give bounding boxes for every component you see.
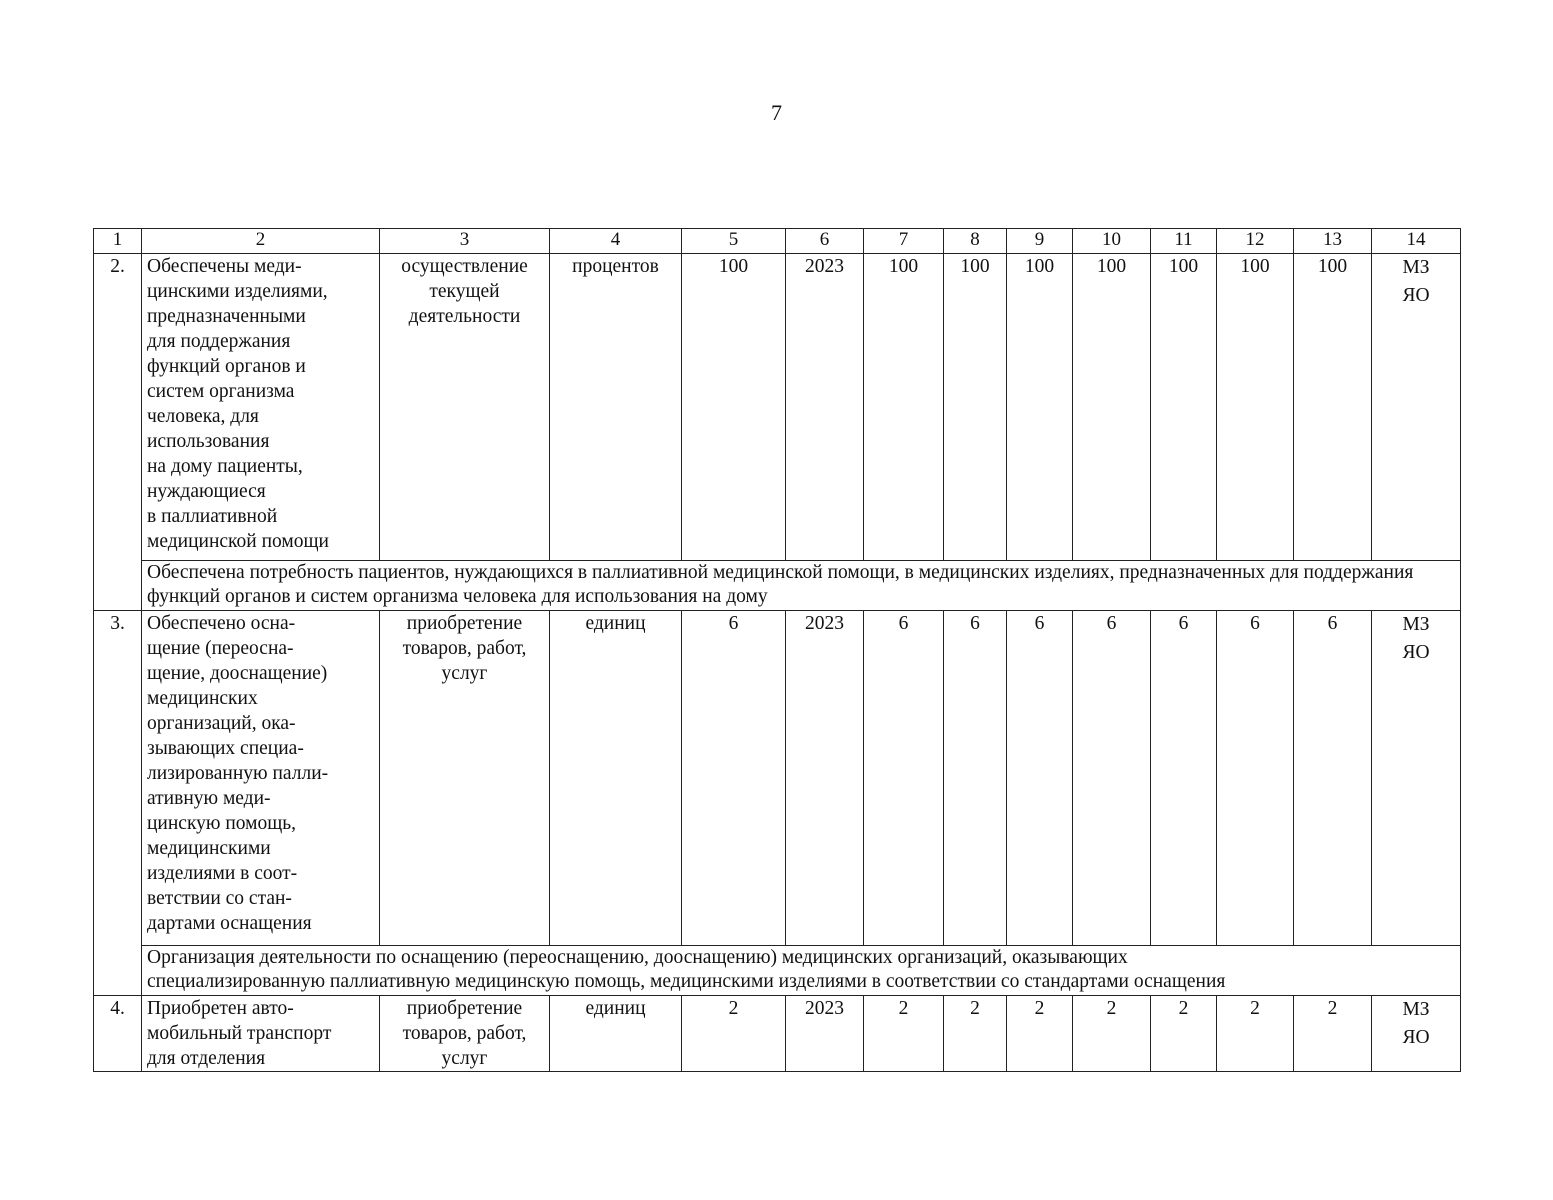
table-row: [94, 254, 1461, 561]
year-value: 2: [1151, 996, 1217, 1072]
result-name: Обеспечены меди- цинскими изделиями, предназначенными для поддержания функций органов и систем организма человека, для использования на дому пациенты, нуждающиеся в паллиативной медицинской помощи: [142, 254, 380, 561]
base-year: 2023: [786, 996, 864, 1072]
table-note-row: [94, 561, 1461, 611]
base-value: 100: [682, 254, 786, 561]
table-header-row: [94, 229, 1461, 254]
header-cell: 3: [380, 229, 550, 254]
header-cell: 11: [1151, 229, 1217, 254]
header-cell: 1: [94, 229, 142, 254]
year-value: 100: [864, 254, 944, 561]
year-value: 6: [944, 611, 1007, 946]
table-row: [94, 996, 1461, 1072]
year-value: 2: [944, 996, 1007, 1072]
unit-of-measure: единиц: [550, 611, 682, 946]
year-value: 6: [1294, 611, 1372, 946]
header-cell: 14: [1372, 229, 1461, 254]
responsible-executor: МЗ ЯО: [1372, 996, 1461, 1072]
result-name: Приобретен авто- мобильный транспорт для отделения: [142, 996, 380, 1072]
header-cell: 4: [550, 229, 682, 254]
row-number: 3.: [94, 611, 142, 996]
header-cell: 10: [1073, 229, 1151, 254]
header-cell: 8: [944, 229, 1007, 254]
year-value: 6: [1217, 611, 1294, 946]
unit-of-measure: единиц: [550, 996, 682, 1072]
result-type: приобретение товаров, работ, услуг: [380, 996, 550, 1072]
result-description: Организация деятельности по оснащению (переоснащению, дооснащению) медицинских организаций, оказывающих специализированную паллиативную медицинскую помощь, медицинскими изделиями в соответствии со стандартами оснащения: [142, 946, 1461, 996]
result-type: осуществление текущей деятельности: [380, 254, 550, 561]
result-name: Обеспечено осна- щение (переосна- щение, дооснащение) медицинских организаций, ока- зывающих специа- лизированную палли- ативную меди- цинскую помощь, медицинскими изделиями в соот- ветствии со стан- дартами оснащения: [142, 611, 380, 946]
year-value: 100: [1007, 254, 1073, 561]
year-value: 2: [864, 996, 944, 1072]
year-value: 100: [1217, 254, 1294, 561]
header-cell: 7: [864, 229, 944, 254]
header-cell: 12: [1217, 229, 1294, 254]
header-cell: 9: [1007, 229, 1073, 254]
header-cell: 5: [682, 229, 786, 254]
year-value: 100: [1073, 254, 1151, 561]
year-value: 2: [1217, 996, 1294, 1072]
base-year: 2023: [786, 254, 864, 561]
year-value: 2: [1073, 996, 1151, 1072]
base-value: 6: [682, 611, 786, 946]
year-value: 6: [864, 611, 944, 946]
unit-of-measure: процентов: [550, 254, 682, 561]
year-value: 2: [1294, 996, 1372, 1072]
responsible-executor: МЗ ЯО: [1372, 611, 1461, 946]
year-value: 6: [1007, 611, 1073, 946]
result-description: Обеспечена потребность пациентов, нуждающихся в паллиативной медицинской помощи, в медицинских изделиях, предназначенных для поддержания функций органов и систем организма человека для использования на дому: [142, 561, 1461, 611]
indicators-table: [93, 228, 1461, 1072]
year-value: 6: [1073, 611, 1151, 946]
table-row: [94, 611, 1461, 946]
year-value: 2: [1007, 996, 1073, 1072]
row-number: 4.: [94, 996, 142, 1072]
year-value: 100: [944, 254, 1007, 561]
header-cell: 2: [142, 229, 380, 254]
table-note-row: [94, 946, 1461, 996]
base-value: 2: [682, 996, 786, 1072]
page-number: 7: [771, 100, 782, 125]
header-cell: 6: [786, 229, 864, 254]
responsible-executor: МЗ ЯО: [1372, 254, 1461, 561]
year-value: 100: [1294, 254, 1372, 561]
row-number: 2.: [94, 254, 142, 611]
year-value: 6: [1151, 611, 1217, 946]
base-year: 2023: [786, 611, 864, 946]
header-cell: 13: [1294, 229, 1372, 254]
result-type: приобретение товаров, работ, услуг: [380, 611, 550, 946]
year-value: 100: [1151, 254, 1217, 561]
